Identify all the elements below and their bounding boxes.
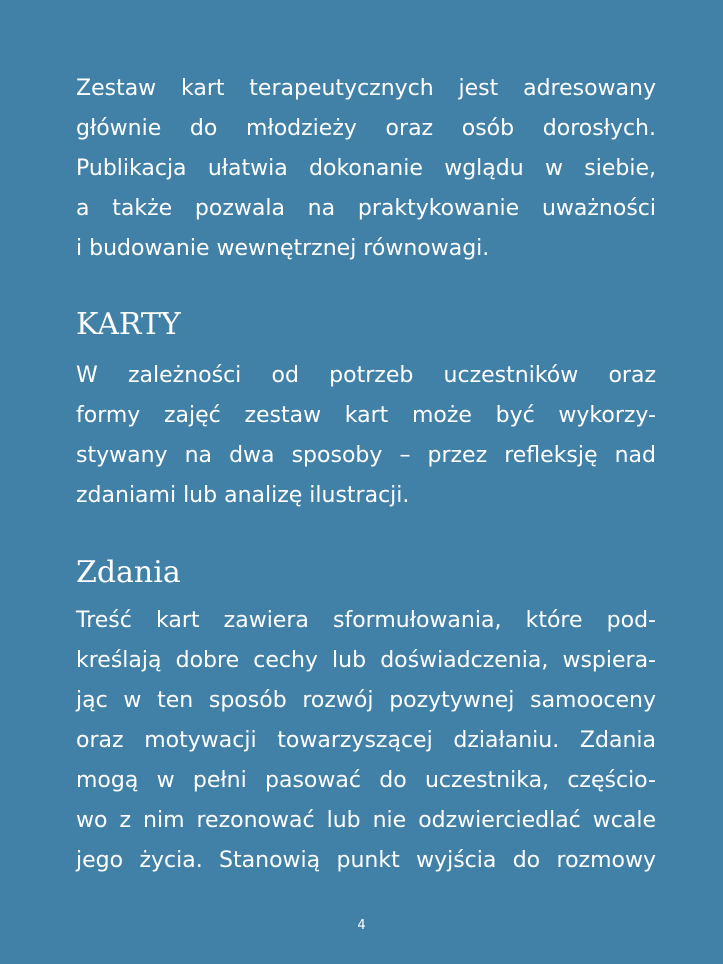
karty-line: W zależności od potrzeb uczestników oraz — [76, 363, 656, 388]
karty-line: zdaniami lub analizę ilustracji. — [76, 483, 410, 508]
karty-line: formy zajęć zestaw kart może być wykorzy- — [76, 403, 656, 428]
zdania-line: Treść kart zawiera sformułowania, które pod- — [76, 608, 656, 633]
zdania-line: oraz motywacji towarzyszącej działaniu. Zdania — [76, 728, 656, 753]
karty-line: stywany na dwa sposoby – przez refleksję nad — [76, 443, 656, 468]
intro-line: Zestaw kart terapeutycznych jest adresowany — [76, 76, 656, 101]
section-heading-zdania: Zdania — [76, 555, 181, 590]
zdania-line: jąc w ten sposób rozwój pozytywnej samooceny — [76, 688, 656, 713]
zdania-line: wo z nim rezonować lub nie odzwierciedlać wcale — [76, 808, 656, 833]
intro-line: i budowanie wewnętrznej równowagi. — [76, 236, 490, 261]
intro-line: a także pozwala na praktykowanie uważności — [76, 196, 656, 221]
zdania-line: jego życia. Stanowią punkt wyjścia do rozmowy — [76, 848, 656, 873]
intro-line: głównie do młodzieży oraz osób dorosłych. — [76, 116, 656, 141]
section-heading-karty: KARTY — [76, 307, 181, 342]
zdania-line: kreślają dobre cechy lub doświadczenia, wspiera- — [76, 648, 656, 673]
intro-line: Publikacja ułatwia dokonanie wglądu w siebie, — [76, 156, 656, 181]
page-number: 4 — [357, 918, 366, 933]
zdania-line: mogą w pełni pasować do uczestnika, częścio- — [76, 768, 656, 793]
